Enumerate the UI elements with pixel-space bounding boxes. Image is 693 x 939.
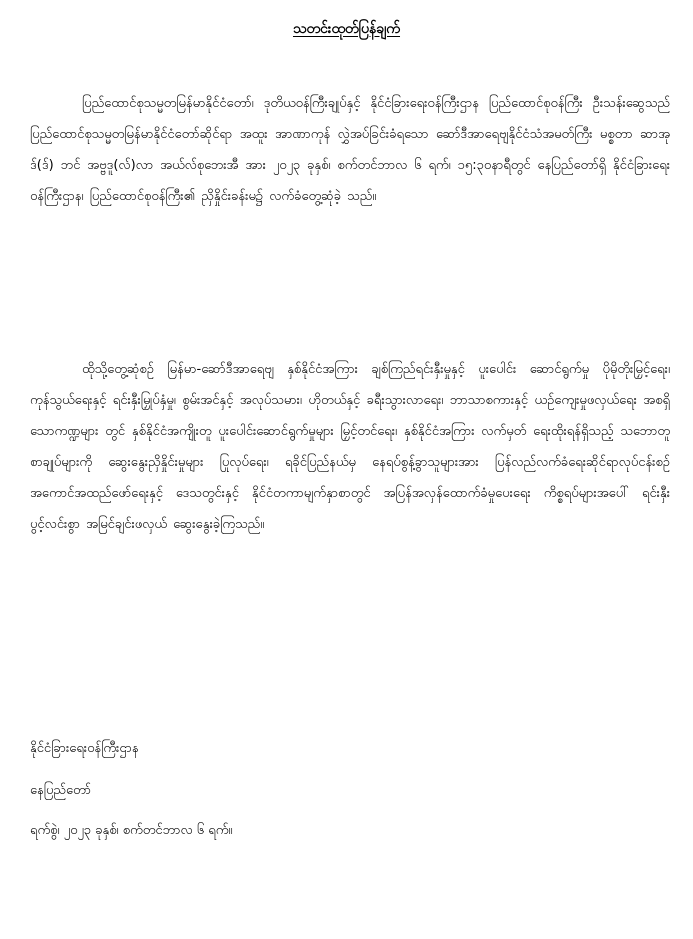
document-title: သတင်းထုတ်ပြန်ချက် <box>292 21 401 37</box>
paragraph-text: ထိုသို့တွေ့ဆုံစဉ် မြန်မာ-ဆော်ဒီအာရေဗျ နှစ်နိုင်ငံအကြား ချစ်ကြည်ရင်းနှီးမှုနှင့် ပူးပေါင်း ဆောင်ရွက်မှု ပိုမိုတိုးမြှင့်ရေး၊ ကုန်သွယ်ရေးနှင့် ရင်းနှီးမြှုပ်နှံမှု၊ စွမ်းအင်နှင့် အလုပ်သမား၊ ဟိုတယ်နှင့် ခရီးသွားလာရေး၊ ဘာသာစကားနှင့် ယဉ်ကျေးမှုဖလှယ်ရေး အစရှိသောကဏ္ဍများ တွင် နှစ်နိုင်ငံအကျိုးတူ ပူးပေါင်းဆောင်ရွက်မှုများ မြှင့်တင်ရေး၊ နှစ်နိုင်ငံအကြား လက်မှတ် ရေးထိုးရန်ရှိသည့် သဘောတူစာချုပ်များကို ဆွေးနွေးညှိနှိုင်းမှုများ ပြုလုပ်ရေး၊ ရခိုင်ပြည်နယ်မှ နေရပ်စွန့်ခွာသူများအား ပြန်လည်လက်ခံရေးဆိုင်ရာလုပ်ငန်းစဉ် အကောင်အထည်ဖော်ရေးနှင့် ဒေသတွင်းနှင့် နိုင်ငံတကာမျက်နှာစာတွင် အပြန်အလှန်ထောက်ခံမှုပေးရေး ကိစ္စရပ်များအပေါ် ရင်းနှီးပွင့်လင်းစွာ အမြင်ချင်းဖလှယ် ဆွေးနွေးခဲ့ကြသည်။ <box>30 362 670 532</box>
signature-ministry: နိုင်ငံခြားရေးဝန်ကြီးဌာန <box>30 741 139 756</box>
signature-city: နေပြည်တော် <box>30 783 92 798</box>
body-paragraph-2 <box>30 354 670 540</box>
body-paragraph-1 <box>30 88 670 212</box>
paragraph-text: ပြည်ထောင်စုသမ္မတမြန်မာနိုင်ငံတော်၊ ဒုတိယဝန်ကြီးချုပ်နှင့် နိုင်ငံခြားရေးဝန်ကြီးဌာန ပြည်ထောင်စုဝန်ကြီး ဦးသန်းဆွေသည် ပြည်ထောင်စုသမ္မတမြန်မာနိုင်ငံတော်ဆိုင်ရာ အထူး အာဏာကုန် လွှဲအပ်ခြင်းခံရသော ဆော်ဒီအာရေဗျနိုင်ငံသံအမတ်ကြီး မစ္စတာ ဆာအုဒ်(ဒ်) ဘင် အဗ္ဗဒူ(လ်)လာ အယ်လ်စုဘေးအီ အား ၂၀၂၃ ခုနှစ်၊ စက်တင်ဘာလ ၆ ရက်၊ ၁၅:၃၀နာရီတွင် နေပြည်တော်ရှိ နိုင်ငံခြားရေးဝန်ကြီးဌာန၊ ပြည်ထောင်စုဝန်ကြီး၏ ညှိနှိုင်းခန်းမ၌ လက်ခံတွေ့ဆုံခဲ့ သည်။ <box>30 96 670 204</box>
signature-date: ရက်စွဲ၊ ၂၀၂၃ ခုနှစ်၊ စက်တင်ဘာလ ၆ ရက်။ <box>30 823 233 838</box>
